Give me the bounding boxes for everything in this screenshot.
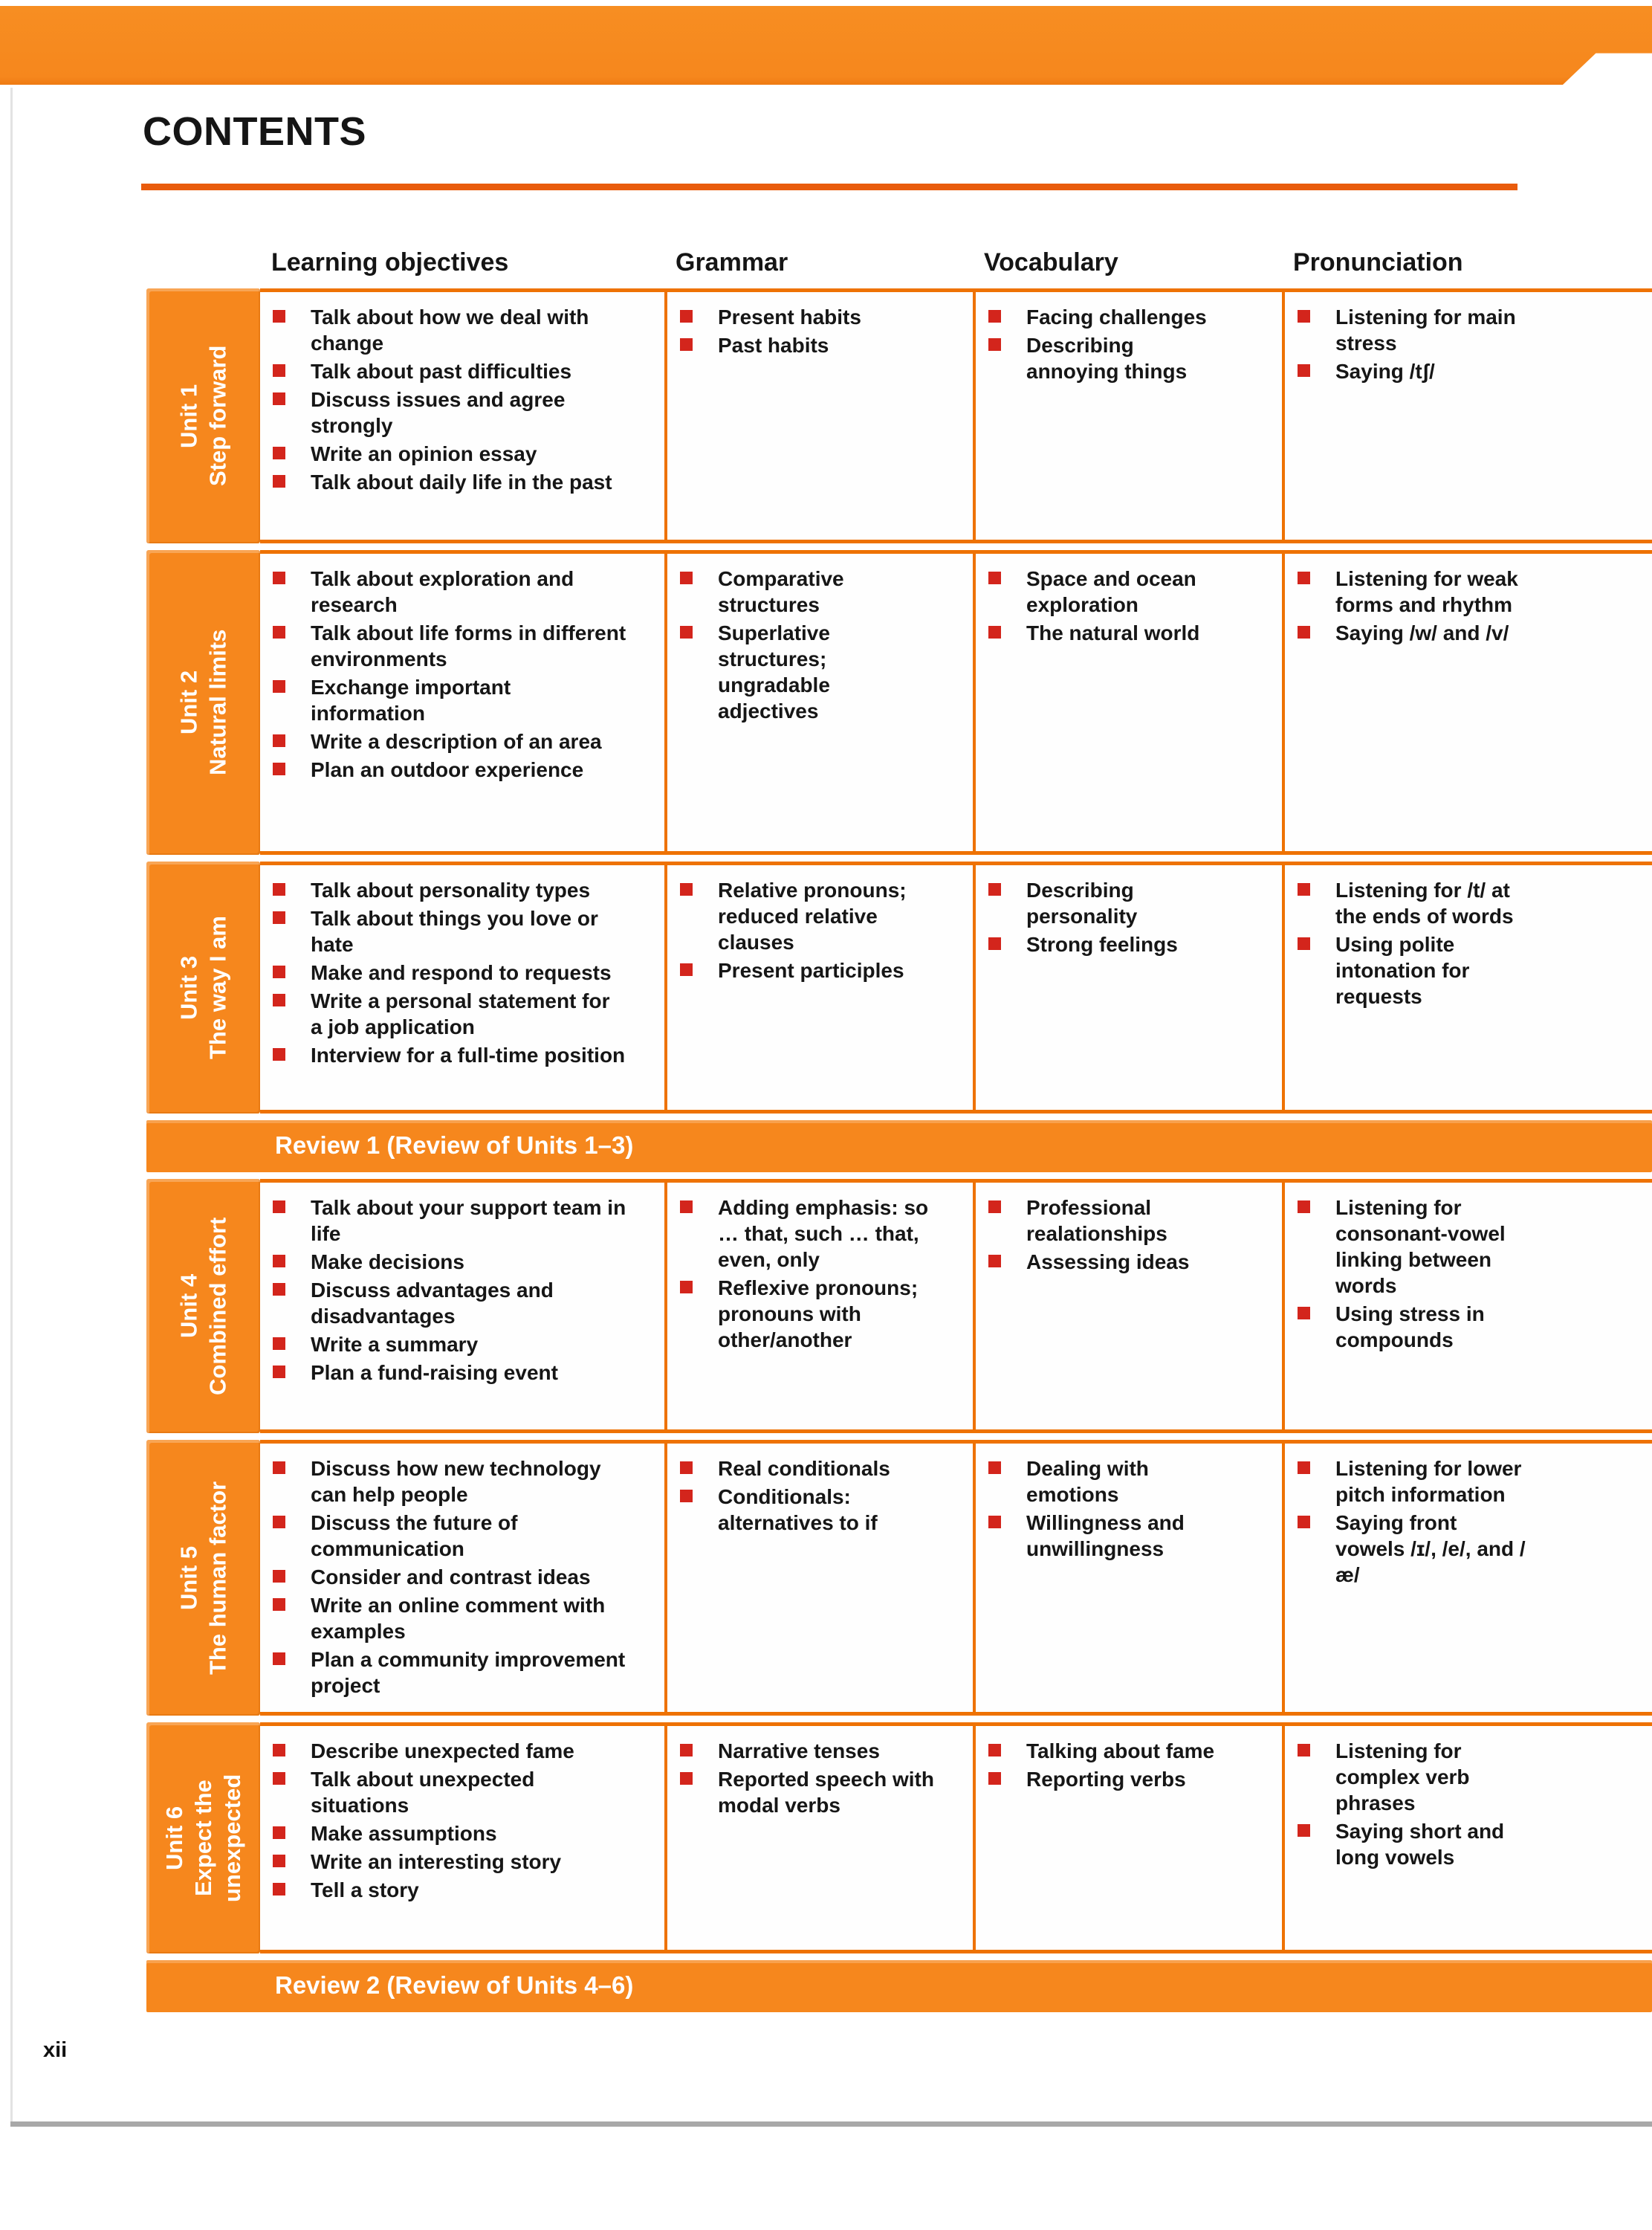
unit-title-label: Combined effort: [204, 1217, 231, 1395]
unit-cells: [260, 550, 1652, 855]
objectives-list: [271, 877, 658, 1068]
grammar-item: Present habits: [678, 304, 935, 330]
top-orange-banner: [0, 6, 1652, 85]
header-pronunciation: Pronunciation: [1293, 248, 1463, 277]
grammar-item: Present participles: [678, 957, 935, 983]
objectives-list: [271, 304, 658, 495]
unit-number-label: Unit 4: [175, 1273, 202, 1339]
page-edge-left: [10, 88, 13, 2124]
unit-number-label: Unit 6: [161, 1806, 187, 1870]
pronunciation-cell: [1282, 554, 1652, 851]
pronunciation-list: [1296, 1738, 1646, 1870]
unit-cells: [260, 288, 1652, 543]
vocabulary-item: Dealing with emotions: [987, 1455, 1223, 1507]
objectives-item: Talk about your support team in life: [271, 1195, 626, 1247]
vocabulary-cell: [973, 1726, 1282, 1950]
pronunciation-item: Listening for lower pitch information: [1296, 1455, 1528, 1507]
objectives-item: Make assumptions: [271, 1820, 626, 1846]
pronunciation-cell: [1282, 1444, 1652, 1712]
objectives-item: Discuss the future of communication: [271, 1510, 626, 1562]
pronunciation-item: Listening for /t/ at the ends of words: [1296, 877, 1528, 929]
unit-tab: [146, 1179, 260, 1433]
unit-tab-rotated-text: [146, 1179, 260, 1433]
unit-tab: [146, 550, 260, 855]
pronunciation-cell: [1282, 865, 1652, 1110]
grammar-item: Reflexive pronouns; pronouns with other/another: [678, 1275, 935, 1353]
vocabulary-item: Space and ocean exploration: [987, 566, 1223, 618]
objectives-item: Talk about unexpected situations: [271, 1766, 626, 1818]
vocabulary-item: Reporting verbs: [987, 1766, 1223, 1792]
objectives-item: Plan a fund-raising event: [271, 1360, 626, 1386]
contents-table: [146, 288, 1652, 2019]
pronunciation-list: [1296, 877, 1646, 1009]
vocabulary-item: Strong feelings: [987, 931, 1223, 957]
grammar-item: Reported speech with modal verbs: [678, 1766, 935, 1818]
objectives-cell: [260, 1444, 664, 1712]
table-column-headers: [146, 248, 1652, 277]
grammar-item: Real conditionals: [678, 1455, 935, 1481]
unit-title-label: The human factor: [204, 1481, 231, 1675]
unit-title-label: Step forward: [204, 345, 231, 487]
unit-tab-rotated-text: [146, 288, 260, 543]
unit-number-label: Unit 1: [175, 384, 202, 448]
pronunciation-item: Listening for complex verb phrases: [1296, 1738, 1528, 1816]
pronunciation-cell: [1282, 1183, 1652, 1429]
pronunciation-list: [1296, 1455, 1646, 1588]
unit-tab-rotated-text: [146, 550, 260, 855]
unit-tab: [146, 1440, 260, 1716]
objectives-cell: [260, 292, 664, 540]
objectives-item: Describe unexpected fame: [271, 1738, 626, 1764]
vocabulary-cell: [973, 1183, 1282, 1429]
objectives-item: Discuss advantages and disadvantages: [271, 1277, 626, 1329]
objectives-item: Talk about personality types: [271, 877, 626, 903]
unit-number-label: Unit 5: [175, 1545, 202, 1610]
pronunciation-item: Saying /tʃ/: [1296, 358, 1528, 384]
unit-tab-rotated-text: [146, 862, 260, 1114]
vocabulary-cell: [973, 292, 1282, 540]
vocabulary-item: Facing challenges: [987, 304, 1223, 330]
vocabulary-list: [987, 877, 1276, 957]
unit-row: [146, 1179, 1652, 1433]
page-number: xii: [43, 2038, 68, 2062]
objectives-item: Talk about past difficulties: [271, 358, 626, 384]
pronunciation-list: [1296, 1195, 1646, 1353]
objectives-item: Write a description of an area: [271, 728, 626, 754]
objectives-cell: [260, 554, 664, 851]
objectives-list: [271, 566, 658, 783]
unit-title-label: Expect the unexpected: [190, 1774, 245, 1902]
grammar-list: [678, 1455, 967, 1536]
objectives-item: Talk about life forms in different environments: [271, 620, 626, 672]
vocabulary-list: [987, 304, 1276, 384]
unit-title-label: Natural limits: [204, 629, 231, 776]
header-learning-objectives: Learning objectives: [271, 248, 509, 277]
vocabulary-item: Talking about fame: [987, 1738, 1223, 1764]
vocabulary-list: [987, 1455, 1276, 1562]
unit-row: [146, 1722, 1652, 1953]
pronunciation-cell: [1282, 292, 1652, 540]
vocabulary-item: Describing annoying things: [987, 332, 1223, 384]
vocabulary-item: Describing personality: [987, 877, 1223, 929]
objectives-item: Discuss issues and agree strongly: [271, 387, 626, 439]
grammar-cell: [664, 1444, 973, 1712]
objectives-item: Interview for a full-time position: [271, 1042, 626, 1068]
objectives-item: Make and respond to requests: [271, 960, 626, 986]
pronunciation-item: Listening for main stress: [1296, 304, 1528, 356]
vocabulary-list: [987, 1195, 1276, 1275]
pronunciation-item: Listening for weak forms and rhythm: [1296, 566, 1528, 618]
unit-cells: [260, 862, 1652, 1114]
objectives-item: Tell a story: [271, 1877, 626, 1903]
vocabulary-cell: [973, 865, 1282, 1110]
unit-row: [146, 1440, 1652, 1716]
objectives-item: Write a summary: [271, 1331, 626, 1357]
unit-cells: [260, 1179, 1652, 1433]
page-title: CONTENTS: [143, 109, 366, 154]
objectives-list: [271, 1455, 658, 1699]
header-vocabulary: Vocabulary: [984, 248, 1118, 277]
grammar-item: Past habits: [678, 332, 935, 358]
header-grammar: Grammar: [676, 248, 788, 277]
pronunciation-item: Using polite intonation for requests: [1296, 931, 1528, 1009]
grammar-item: Adding emphasis: so … that, such … that, even, only: [678, 1195, 935, 1273]
review-band: Review 2 (Review of Units 4–6): [146, 1960, 1652, 2012]
objectives-cell: [260, 1183, 664, 1429]
objectives-item: Write an opinion essay: [271, 441, 626, 467]
objectives-cell: [260, 865, 664, 1110]
vocabulary-list: [987, 566, 1276, 646]
unit-tab: [146, 1722, 260, 1953]
objectives-item: Make decisions: [271, 1249, 626, 1275]
pronunciation-cell: [1282, 1726, 1652, 1950]
unit-title-label: The way I am: [204, 916, 231, 1059]
grammar-item: Conditionals: alternatives to if: [678, 1484, 935, 1536]
pronunciation-item: Saying short and long vowels: [1296, 1818, 1528, 1870]
grammar-cell: [664, 865, 973, 1110]
grammar-list: [678, 1195, 967, 1353]
unit-tab: [146, 862, 260, 1114]
unit-cells: [260, 1722, 1652, 1953]
grammar-item: Relative pronouns; reduced relative clauses: [678, 877, 935, 955]
grammar-cell: [664, 1726, 973, 1950]
grammar-list: [678, 304, 967, 358]
review-band: Review 1 (Review of Units 1–3): [146, 1120, 1652, 1172]
objectives-list: [271, 1195, 658, 1386]
grammar-list: [678, 877, 967, 983]
grammar-cell: [664, 554, 973, 851]
objectives-item: Discuss how new technology can help people: [271, 1455, 626, 1507]
vocabulary-item: Assessing ideas: [987, 1249, 1223, 1275]
unit-tab: [146, 288, 260, 543]
objectives-cell: [260, 1726, 664, 1950]
title-rule: [141, 184, 1517, 190]
vocabulary-cell: [973, 554, 1282, 851]
objectives-item: Talk about how we deal with change: [271, 304, 626, 356]
pronunciation-item: Saying /w/ and /v/: [1296, 620, 1528, 646]
page-edge-bottom: [10, 2121, 1652, 2127]
grammar-item: Narrative tenses: [678, 1738, 935, 1764]
unit-cells: [260, 1440, 1652, 1716]
grammar-item: Comparative structures: [678, 566, 935, 618]
unit-tab-rotated-text: [146, 1722, 260, 1953]
objectives-item: Talk about things you love or hate: [271, 905, 626, 957]
objectives-item: Consider and contrast ideas: [271, 1564, 626, 1590]
vocabulary-item: Willingness and unwillingness: [987, 1510, 1223, 1562]
grammar-list: [678, 1738, 967, 1818]
objectives-item: Write an interesting story: [271, 1849, 626, 1875]
unit-row: [146, 288, 1652, 543]
pronunciation-item: Saying front vowels /ɪ/, /e/, and /æ/: [1296, 1510, 1528, 1588]
unit-number-label: Unit 3: [175, 955, 202, 1020]
grammar-cell: [664, 292, 973, 540]
objectives-item: Write an online comment with examples: [271, 1592, 626, 1644]
pronunciation-item: Listening for consonant-vowel linking between words: [1296, 1195, 1528, 1299]
unit-row: [146, 550, 1652, 855]
grammar-cell: [664, 1183, 973, 1429]
vocabulary-item: Professional realationships: [987, 1195, 1223, 1247]
objectives-item: Plan an outdoor experience: [271, 757, 626, 783]
grammar-item: Superlative structures; ungradable adjectives: [678, 620, 935, 724]
unit-column-spacer: [146, 248, 260, 277]
objectives-item: Exchange important information: [271, 674, 626, 726]
pronunciation-list: [1296, 566, 1646, 646]
unit-tab-rotated-text: [146, 1440, 260, 1716]
grammar-list: [678, 566, 967, 724]
objectives-list: [271, 1738, 658, 1903]
vocabulary-item: The natural world: [987, 620, 1223, 646]
objectives-item: Plan a community improvement project: [271, 1646, 626, 1699]
unit-row: [146, 862, 1652, 1114]
vocabulary-list: [987, 1738, 1276, 1792]
pronunciation-item: Using stress in compounds: [1296, 1301, 1528, 1353]
vocabulary-cell: [973, 1444, 1282, 1712]
objectives-item: Talk about exploration and research: [271, 566, 626, 618]
pronunciation-list: [1296, 304, 1646, 384]
unit-number-label: Unit 2: [175, 670, 202, 735]
objectives-item: Write a personal statement for a job application: [271, 988, 626, 1040]
objectives-item: Talk about daily life in the past: [271, 469, 626, 495]
